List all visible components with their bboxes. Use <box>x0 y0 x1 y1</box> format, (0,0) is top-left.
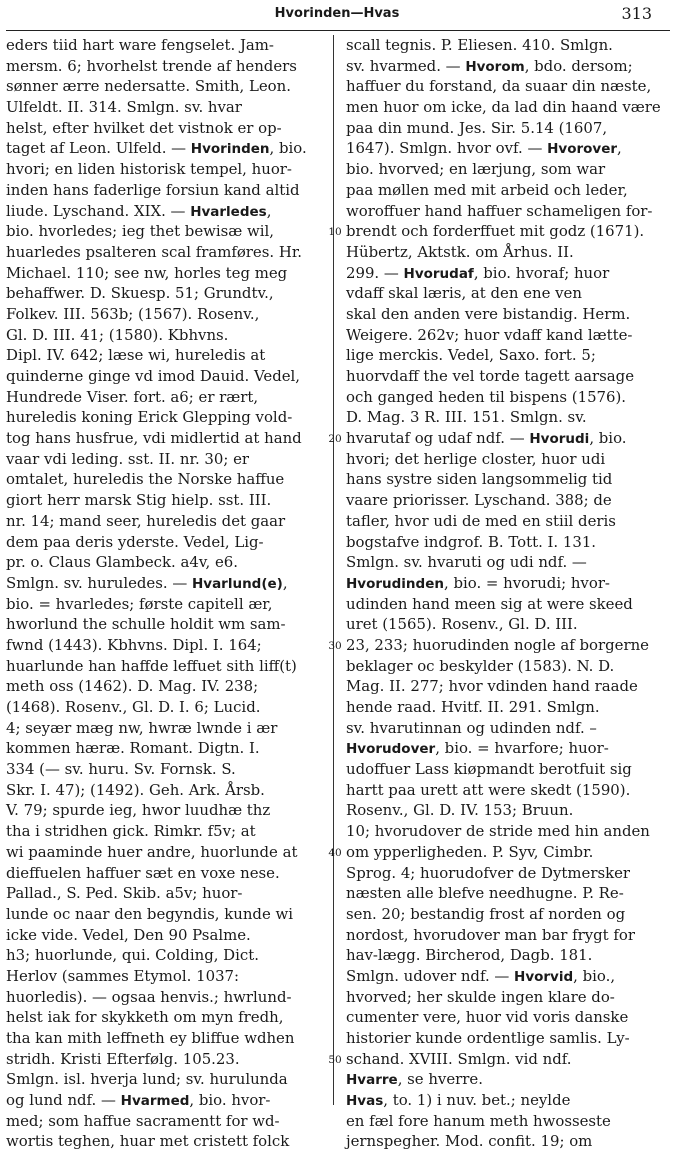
text-line: hartt paa urett att were skedt (1590). <box>346 780 631 799</box>
text-line: sønner ærre nedersatte. Smith, Leon. <box>6 77 291 96</box>
text-line: tog hans husfrue, vdi midlertid at hand <box>6 429 302 448</box>
text-line: Smlgn. sv. hvaruti og udi ndf. — <box>346 553 587 572</box>
text-line: hvorved; her skulde ingen klare do- <box>346 987 615 1006</box>
text-line: beklager oc beskylder (1583). N. D. <box>346 656 615 675</box>
text-line: tha i stridhen gick. Rimkr. f5v; at <box>6 822 256 841</box>
text-line: historier kunde ordentlige samlis. Ly- <box>346 1029 630 1047</box>
text-line: giort herr marsk Stig hielp. sst. III. <box>6 491 272 510</box>
text-line: Hvorudinden, bio. = hvorudi; hvor- <box>346 573 610 592</box>
header-rule <box>6 30 670 31</box>
text-line: Smlgn. udover ndf. — Hvorvid, bio., <box>346 966 616 985</box>
text-line: bogstafve indgrof. B. Tott. I. 131. <box>346 532 597 551</box>
text-line: Smlgn. sv. huruledes. — Hvarlund(e), <box>6 573 288 592</box>
text-line: hvarutaf og udaf ndf. — Hvorudi, bio. <box>346 429 627 448</box>
column-divider <box>333 35 334 1105</box>
page-header <box>0 6 674 28</box>
text-line: hende raad. Hvitf. II. 291. Smlgn. <box>346 698 600 716</box>
text-line: lige merckis. Vedel, Saxo. fort. 5; <box>346 346 596 365</box>
text-line: Mag. II. 277; hvor vdinden hand raade <box>346 677 638 696</box>
text-line: och ganged heden til bispens (1576). <box>346 387 627 406</box>
text-line: udoffuer Lass kiøpmandt berotfuit sig <box>346 760 632 779</box>
text-line: 1647). Smlgn. hvor ovf. — Hvorover, <box>346 139 622 158</box>
text-line: meth oss (1462). D. Mag. IV. 238; <box>6 677 259 696</box>
text-line: haffuer du forstand, da suaar din næste, <box>346 77 652 96</box>
text-line: hvori; det herlige closter, huor udi <box>346 449 606 468</box>
text-line: bio. hvorved; en lærjung, som war <box>346 160 606 179</box>
text-line: fwnd (1443). Kbhvns. Dipl. I. 164; <box>6 635 262 654</box>
text-line: behaffwer. D. Skuesp. 51; Grundtv., <box>6 284 274 303</box>
text-line: stridh. Kristi Efterfølg. 105.23. <box>6 1049 240 1068</box>
text-line: Hvas, to. 1) i nuv. bet.; neylde <box>346 1091 571 1110</box>
text-line: hav-lægg. Bircherod, Dagb. 181. <box>346 946 593 965</box>
page-number: 313 <box>621 4 652 23</box>
text-line: helst iak for skykketh om myn fredh, <box>6 1008 284 1027</box>
text-line: huorvdaff the vel torde tagett aarsage <box>346 367 635 385</box>
text-line: icke vide. Vedel, Den 90 Psalme. <box>6 925 251 944</box>
text-line: brendt och forderffuet mit godz (1671). <box>346 222 645 241</box>
text-line: eders tiid hart ware fengselet. Jam- <box>6 36 274 54</box>
text-line: lunde oc naar den begyndis, kunde wi <box>6 904 293 923</box>
text-line: nordost, hvorudover man bar frygt for <box>346 925 635 944</box>
text-line: Skr. I. 47); (1492). Geh. Ark. Årsb. <box>6 780 265 799</box>
text-line: V. 79; spurde ieg, hwor luudhæ thz <box>6 801 271 820</box>
text-line: og lund ndf. — Hvarmed, bio. hvor- <box>6 1091 271 1110</box>
text-line: vaare priorisser. Lyschand. 388; de <box>346 491 612 510</box>
text-line: Weigere. 262v; huor vdaff kand lætte- <box>346 325 633 344</box>
text-line: Gl. D. III. 41; (1580). Kbhvns. <box>6 325 229 344</box>
right-column <box>346 35 668 1152</box>
text-line: omtalet, hureledis the Norske haffue <box>6 470 285 489</box>
text-line: huorledis). — ogsaa henvis.; hwrlund- <box>6 987 292 1006</box>
left-column <box>6 35 324 1152</box>
text-line: h3; huorlunde, qui. Colding, Dict. <box>6 946 259 965</box>
text-line: D. Mag. 3 R. III. 151. Smlgn. sv. <box>346 408 587 427</box>
line-number: 30 <box>328 640 342 653</box>
text-line: 4; seyær mæg nw, hwræ lwnde i ær <box>6 718 278 737</box>
text-line: Hübertz, Aktstk. om Århus. II. <box>346 242 574 261</box>
text-line: hvori; en liden historisk tempel, huor- <box>6 160 292 179</box>
text-line: quinderne ginge vd imod Dauid. Vedel, <box>6 367 301 385</box>
text-line: paa møllen med mit arbeid och leder, <box>346 180 628 199</box>
running-title: Hvorinden—Hvas <box>274 6 400 21</box>
text-line: sv. hvarmed. — Hvorom, bdo. dersom; <box>346 56 633 75</box>
text-line: helst, efter hvilket det vistnok er op- <box>6 118 282 137</box>
text-line: inden hans faderlige forsiun kand altid <box>6 180 300 199</box>
text-line: (1468). Rosenv., Gl. D. I. 6; Lucid. <box>6 698 261 716</box>
text-line: Smlgn. isl. hverja lund; sv. hurulunda <box>6 1070 288 1089</box>
text-line: 334 (— sv. huru. Sv. Fornsk. S. <box>6 760 236 779</box>
text-line: Hundrede Viser. fort. a6; er rært, <box>6 387 259 406</box>
text-line: dem paa deris yderste. Vedel, Lig- <box>6 532 264 551</box>
text-line: huarlunde han haffde leffuet sith liff(t) <box>6 656 297 675</box>
text-line: skal den anden vere bistandig. Herm. <box>346 304 631 323</box>
text-line: mersm. 6; hvorhelst trende af henders <box>6 56 297 75</box>
text-line: om ypperligheden. P. Syv, Cimbr. <box>346 842 594 861</box>
text-line: hworlund the schulle holdit wm sam- <box>6 615 286 634</box>
text-line: en fæl fore hanum meth hwosseste <box>346 1111 611 1130</box>
text-line: Herlov (sammes Etymol. 1037: <box>6 966 240 985</box>
text-line: vdaff skal læris, at den ene ven <box>346 284 582 303</box>
line-number: 20 <box>328 433 342 446</box>
text-line: sen. 20; bestandig frost af norden og <box>346 904 626 923</box>
text-line: wi paaminde huer andre, huorlunde at <box>6 842 298 861</box>
text-line: pr. o. Claus Glambeck. a4v, e6. <box>6 553 238 572</box>
text-line: Rosenv., Gl. D. IV. 153; Bruun. <box>346 801 574 820</box>
line-number: 10 <box>328 226 342 239</box>
text-line: 10; hvorudover de stride med hin anden <box>346 822 650 841</box>
text-line: wortis teghen, huar met cristett folck <box>6 1132 290 1151</box>
text-line: paa din mund. Jes. Sir. 5.14 (1607, <box>346 118 608 137</box>
text-line: tafler, hvor udi de med en stiil deris <box>346 511 616 530</box>
text-line: scall tegnis. P. Eliesen. 410. Smlgn. <box>346 36 613 54</box>
text-line: Hvarre, se hverre. <box>346 1070 483 1089</box>
text-line: kommen hæræ. Romant. Digtn. I. <box>6 739 260 758</box>
text-line: nr. 14; mand seer, hureledis det gaar <box>6 511 286 530</box>
text-line: sv. hvarutinnan og udinden ndf. – <box>346 718 597 737</box>
text-line: liude. Lyschand. XIX. — Hvarledes, <box>6 201 272 220</box>
text-line: bio. hvorledes; ieg thet bewisæ wil, <box>6 222 275 241</box>
text-line: udinden hand meen sig at were skeed <box>346 594 633 613</box>
text-line: schand. XVIII. Smlgn. vid ndf. <box>346 1049 572 1068</box>
text-line: hans systre siden langsommelig tid <box>346 470 613 489</box>
text-line: Ulfeldt. II. 314. Smlgn. sv. hvar <box>6 98 242 117</box>
text-line: men huor om icke, da lad din haand være <box>346 98 661 117</box>
text-line: 299. — Hvorudaf, bio. hvoraf; huor <box>346 263 610 282</box>
text-line: bio. = hvarledes; første capitell ær, <box>6 594 273 613</box>
text-line: dieffuelen haffuer sæt en voxe nese. <box>6 863 280 882</box>
text-line: Michael. 110; see nw, horles teg meg <box>6 263 288 282</box>
text-line: vaar vdi leding. sst. II. nr. 30; er <box>6 449 250 468</box>
text-line: med; som haffue sacramentt for wd- <box>6 1111 280 1130</box>
text-line: tha kan mith leffneth ey bliffue wdhen <box>6 1029 295 1047</box>
text-line: Hvorudover, bio. = hvarfore; huor- <box>346 739 609 758</box>
text-line: Dipl. IV. 642; læse wi, hureledis at <box>6 346 266 365</box>
text-line: Sprog. 4; huorudofver de Dytmersker <box>346 863 631 882</box>
text-line: jernspegher. Mod. confit. 19; om <box>346 1132 593 1151</box>
text-line: cumenter vere, huor vid voris danske <box>346 1008 629 1027</box>
text-line: 23, 233; huorudinden nogle af borgerne <box>346 635 649 654</box>
line-number: 50 <box>328 1054 342 1067</box>
text-line: taget af Leon. Ulfeld. — Hvorinden, bio. <box>6 139 307 158</box>
text-line: uret (1565). Rosenv., Gl. D. III. <box>346 615 578 634</box>
text-line: huarledes psalteren scal framføres. Hr. <box>6 242 303 261</box>
line-number: 40 <box>328 847 342 860</box>
text-line: Pallad., S. Ped. Skib. a5v; huor- <box>6 884 243 903</box>
text-line: woroffuer hand haffuer schameligen for- <box>346 201 653 220</box>
text-line: næsten alle blefve needhugne. P. Re- <box>346 884 624 903</box>
text-line: Folkev. III. 563b; (1567). Rosenv., <box>6 304 260 323</box>
text-line: hureledis koning Erick Glepping vold- <box>6 408 293 427</box>
